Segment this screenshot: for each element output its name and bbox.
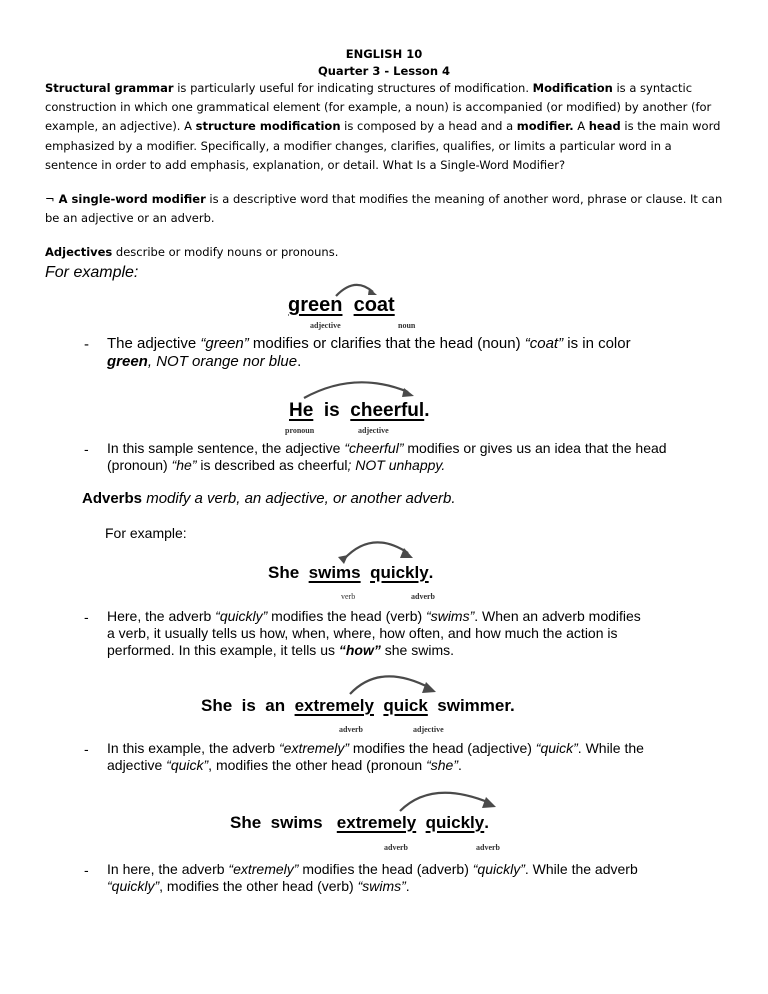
label-adjective: adjective [358,426,389,435]
single-word-modifier-paragraph [45,190,725,228]
word-is: is [241,696,256,715]
word-extremely: extremely [336,813,417,832]
word-is: is [323,400,340,421]
exp-text: she swims. [380,642,454,658]
bullet-dash: - [84,609,89,625]
exp-emphasis: green [107,353,148,370]
exp-quote: “coat” [524,335,564,352]
word-she: She [268,563,300,582]
term-adverbs: Adverbs [82,490,143,507]
exp-quote: “quickly” [107,878,160,894]
label-verb: verb [341,592,356,601]
exp-text: modifies or gives us an idea that the head (pronoun) [107,440,667,473]
example-sentence-he-is-cheerful [289,400,429,422]
exp-quote: “quick” [166,757,209,773]
exp-text: , modifies the other head (verb) [159,878,358,894]
label-pronoun: pronoun [285,426,315,435]
example-sentence-she-swims-quickly [268,563,433,583]
intro-text-4: A [573,119,589,134]
bullet-dash: - [84,862,89,878]
exp-quote: “quick” [535,740,578,756]
adjectives-for-example: For example: [45,264,139,281]
intro-text-1: is particularly useful for indicating structures of modification. [173,81,533,95]
explanation-he-is-cheerful [107,440,687,474]
explanation-swims-extremely-quickly [107,861,647,895]
exp-text: is described as cheerful [196,457,348,473]
word-an: an [265,696,286,715]
intro-text-3: is composed by a head and a [340,119,517,134]
adjectives-text: describe or modify nouns or pronouns. [112,245,339,259]
example-sentence-green-coat [288,294,395,317]
exp-text: The adjective [107,335,201,352]
exp-text: is in color [563,335,631,352]
exp-quote: “she” [426,757,458,773]
word-swims: swims [308,563,361,582]
exp-quote: “he” [171,457,197,473]
word-quickly: quickly [370,563,429,582]
intro-text-5: is the main word emphasized by a modifier. Specifically, a modifier changes, clarifies, qualifies, or limits a particular word in a sentence in order to add emphasis, explanation, or detail. What Is a Single-Word Modifier? [45,119,721,172]
adverbs-text: modify a verb, an adjective, or another adverb. [142,490,456,507]
adverbs-definition [82,490,456,507]
word-period: . [428,563,434,582]
curved-arrow-icon [300,376,420,400]
exp-text: Here, the adverb [107,608,216,624]
exp-emphasis: “how” [338,642,381,658]
label-noun: noun [398,321,416,330]
not-sign-icon: ¬ [45,192,55,206]
exp-text: . When an adverb modifies a verb, it usually tells us how, when, where, how often, and how much the action is performed. In this example, it tells us [107,608,641,658]
word-he: He [289,400,314,421]
word-coat: coat [353,294,395,316]
explanation-green-coat [107,335,667,371]
term-head: head [588,119,621,134]
exp-text: modifies the head (adverb) [298,861,473,877]
exp-quote: , NOT orange nor blue [147,353,298,370]
exp-quote: “quickly” [472,861,525,877]
word-cheerful: cheerful [350,400,425,421]
word-extremely: extremely [294,696,374,715]
exp-text: . While the adverb [524,861,638,877]
explanation-extremely-quick [107,740,647,774]
intro-text-2: is a syntactic construction in which one grammatical element (for example, a noun) is accompanied (or modified) by another (for example, an adjective). A [45,81,712,134]
exp-quote: “quickly” [215,608,268,624]
exp-quote: “cheerful” [344,440,404,456]
label-adverb: adverb [411,592,435,601]
term-single-word-modifier: A single-word modifier [54,192,206,206]
label-adjective: adjective [413,725,444,734]
exp-text: . [405,878,410,894]
label-adverb: adverb [384,843,408,852]
adjectives-paragraph [45,243,725,262]
bullet-dash: - [84,336,89,353]
term-adjectives: Adjectives [45,245,113,259]
intro-paragraph [45,79,725,175]
term-modifier: modifier. [516,119,574,134]
example-sentence-swims-extremely-quickly [230,813,489,833]
word-she: She [201,696,233,715]
exp-text: modifies the head (verb) [267,608,427,624]
word-green: green [288,294,343,316]
word-period: . [424,400,430,421]
exp-quote: ; NOT unhappy. [347,457,446,473]
exp-text: In this example, the adverb [107,740,279,756]
curved-arrow-icon [336,537,416,565]
label-adverb: adverb [476,843,500,852]
explanation-she-swims-quickly [107,608,647,659]
single-word-text: is a descriptive word that modifies the meaning of another word, phrase or clause. It can be an adjective or an adverb. [45,192,723,226]
label-adverb: adverb [339,725,363,734]
exp-text: modifies or clarifies that the head (noun) [248,335,525,352]
word-she: She [230,813,262,832]
exp-text: . [297,353,302,370]
bullet-dash: - [84,741,89,757]
document-subtitle: Quarter 3 - Lesson 4 [317,64,451,78]
exp-quote: “extremely” [228,861,299,877]
word-quickly: quickly [425,813,485,832]
bullet-dash: - [84,441,89,457]
term-structural-grammar: Structural grammar [45,81,174,95]
exp-text: In this sample sentence, the adjective [107,440,345,456]
term-modification: Modification [532,81,613,95]
word-swims: swims [270,813,323,832]
exp-text: , modifies the other head (pronoun [208,757,427,773]
exp-text: In here, the adverb [107,861,229,877]
document-title: ENGLISH 10 [345,47,423,61]
exp-text: . While the adjective [107,740,644,773]
exp-quote: “extremely” [279,740,350,756]
exp-quote: “swims” [357,878,406,894]
exp-text: . [458,757,462,773]
word-quick: quick [383,696,428,715]
term-structure-modification: structure modification [195,119,341,134]
label-adjective: adjective [310,321,341,330]
curved-arrow-icon [340,670,440,698]
word-swimmer: swimmer. [437,696,515,715]
exp-quote: “green” [200,335,249,352]
curved-arrow-icon [392,785,502,815]
exp-quote: “swims” [426,608,475,624]
exp-text: modifies the head (adjective) [349,740,536,756]
example-sentence-extremely-quick-swimmer [201,696,515,716]
adverbs-for-example: For example: [105,525,187,541]
word-period: . [484,813,489,832]
